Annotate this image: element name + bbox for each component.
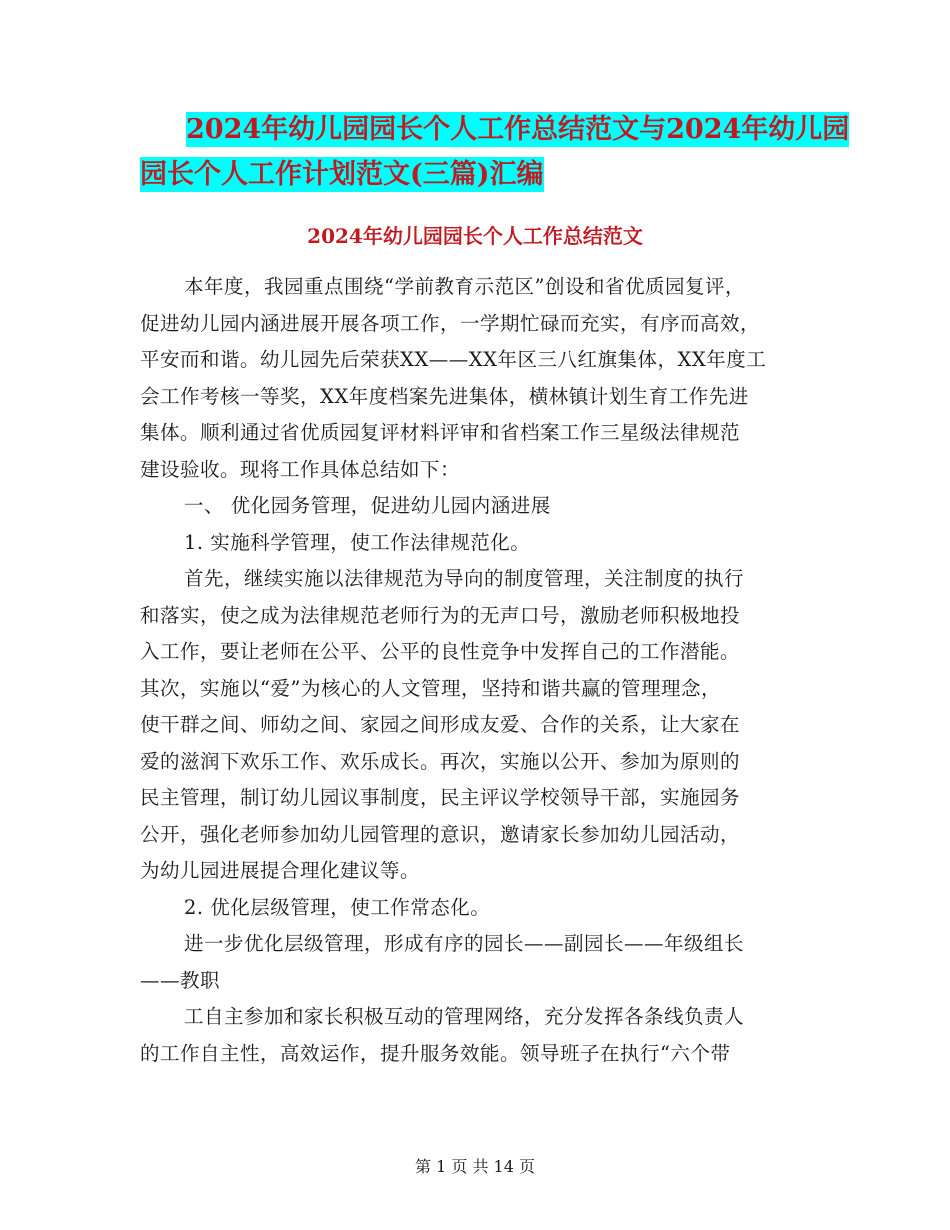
section-title: 2024年幼儿园园长个人工作总结范文	[307, 224, 643, 248]
title-highlight-2: 园长个人工作计划范文(三篇)汇编	[140, 159, 544, 190]
body-line: 公开，强化老师参加幼儿园管理的意识，邀请家长参加幼儿园活动，	[140, 822, 741, 846]
body-line: 进一步优化层级管理，形成有序的园长——副园长——年级组长	[184, 932, 745, 955]
subheading-line: 2. 优化层级管理，使工作常态化。	[184, 895, 491, 919]
body-line: 和落实，使之成为法律规范老师行为的无声口号，激励老师积极地投	[140, 603, 741, 627]
body-line: 为幼儿园进展提合理化建议等。	[140, 859, 421, 882]
page-footer: 第 1 页 共 14 页	[415, 1157, 535, 1176]
body-line: 入工作，要让老师在公平、公平的良性竞争中发挥自己的工作潜能。	[140, 640, 741, 663]
body-line: 的工作自主性，高效运作，提升服务效能。领导班子在执行“六个带	[140, 1041, 731, 1065]
body-line: 首先，继续实施以法律规范为导向的制度管理，关注制度的执行	[184, 567, 745, 590]
document-title-line-1	[186, 110, 876, 150]
body-line: 其次，实施以“爱”为核心的人文管理，坚持和谐共赢的管理理念，	[140, 676, 721, 700]
body-text	[140, 269, 820, 1072]
title-highlight-1: 2024年幼儿园园长个人工作总结范文与2024年幼儿园	[186, 114, 850, 145]
body-line: 促进幼儿园内涵进展开展各项工作，一学期忙碌而充实，有序而高效，	[140, 311, 761, 335]
heading-line: 一、 优化园务管理，促进幼儿园内涵进展	[184, 494, 551, 517]
subheading-line: 1. 实施科学管理，使工作法律规范化。	[184, 530, 531, 554]
body-line: 爱的滋润下欢乐工作、欢乐成长。再次，实施以公开、参加为原则的	[140, 749, 741, 773]
body-line: 集体。顺利通过省优质园复评材料评审和省档案工作三星级法律规范	[140, 421, 741, 444]
body-line: 建设验收。现将工作具体总结如下：	[140, 457, 461, 481]
body-line: 会工作考核一等奖，XX年度档案先进集体，横林镇计划生育工作先进	[140, 384, 749, 408]
body-line: 使干群之间、师幼之间、家园之间形成友爱、合作的关系，让大家在	[140, 713, 741, 736]
body-line: 工自主参加和家长积极互动的管理网络，充分发挥各条线负责人	[184, 1005, 745, 1028]
body-line: 本年度，我园重点围绕“学前教育示范区”创设和省优质园复评，	[184, 275, 745, 298]
body-line: 平安而和谐。幼儿园先后荣获XX——XX年区三八红旗集体，XX年度工	[140, 348, 767, 371]
body-line: ——教职	[140, 968, 221, 992]
body-line: 民主管理，制订幼儿园议事制度，民主评议学校领导干部，实施园务	[140, 786, 741, 809]
document-title-line-2	[140, 155, 830, 195]
